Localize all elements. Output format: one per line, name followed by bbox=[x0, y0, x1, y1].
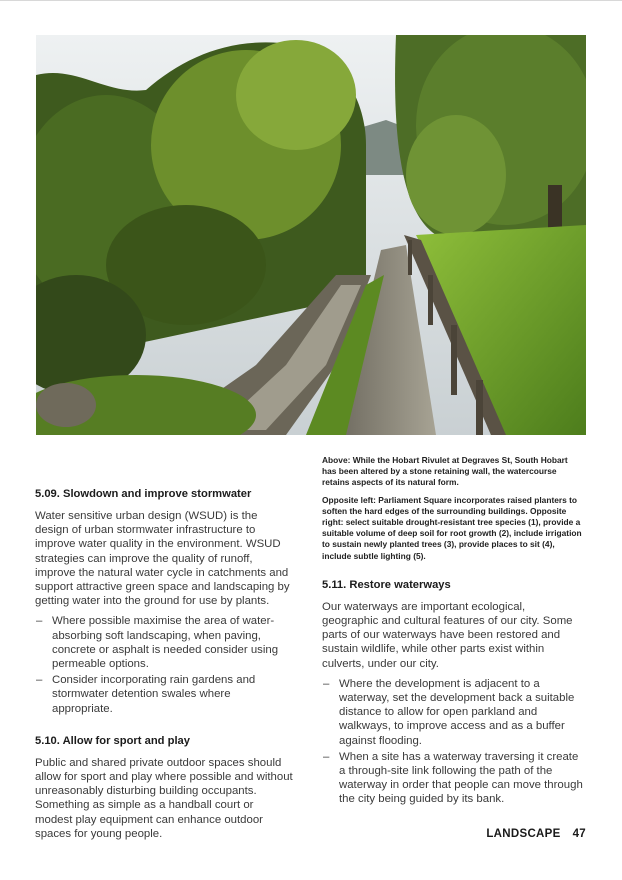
section-5-10-heading: 5.10. Allow for sport and play bbox=[35, 734, 190, 747]
section-5-09-body: Water sensitive urban design (WSUD) is the design of urban stormwater infrastructure to improve water quality in the environment. WSUD strategies can improve the quality of runoff, improve the natural water cycle in catchments and support attractive green space and landscaping by getting water into the ground for use by plants. bbox=[35, 510, 290, 608]
hobart-rivulet-photo bbox=[36, 35, 586, 435]
section-5-11-heading: 5.11. Restore waterways bbox=[322, 578, 451, 591]
section-5-10-body: Public and shared private outdoor spaces should allow for sport and play where possible and without unreasonably disturbing building occupants. Something as simple as a handball court or modest play equipment can enhance outdoor spaces for young people. bbox=[35, 756, 293, 840]
list-item: – Where possible maximise the area of water-absorbing soft landscaping, when paving, concrete or asphalt is needed consider using permeable options. bbox=[35, 614, 293, 671]
list-item: – Where the development is adjacent to a waterway, set the development back a suitable distance to allow for open parkland and walkways, to improve access and as a buffer against flooding. bbox=[322, 677, 584, 748]
top-rule bbox=[0, 0, 622, 1]
section-5-11-body: Our waterways are important ecological, geographic and cultural features of our city. Some parts of our waterways have been restored and sustain wildlife, while other parts exist within culverts, under our city. bbox=[322, 600, 573, 670]
caption-opposite: Opposite left: Parliament Square incorporates raised planters to soften the hard edges of the surrounding buildings. Opposite right: select suitable drought-resistant tree species (1), provide a suitable volume of deep soil for root growth (2), include irrigation to sustain newly planted trees (3), provide places to sit (4), include subtle lighting (5). bbox=[322, 494, 582, 561]
section-5-09-heading: 5.09. Slowdown and improve stormwater bbox=[35, 488, 252, 500]
right-column bbox=[322, 455, 584, 809]
section-5-11-list bbox=[322, 677, 584, 807]
page-footer bbox=[486, 828, 586, 840]
list-item: – When a site has a waterway traversing it create a through-site link following the path of the waterway in order that people can move through the city being guided by its bank. bbox=[322, 750, 584, 807]
footer-section-label: LANDSCAPE bbox=[486, 828, 561, 840]
caption-above: Above: While the Hobart Rivulet at Degraves St, South Hobart has been altered by a stone retaining wall, the watercourse retains aspects of its natural form. bbox=[322, 455, 568, 488]
page-number: 47 bbox=[572, 828, 586, 840]
section-5-09-list bbox=[35, 614, 293, 715]
list-item: – Consider incorporating rain gardens and stormwater detention swales where appropriate. bbox=[35, 673, 293, 716]
left-column bbox=[35, 487, 293, 841]
